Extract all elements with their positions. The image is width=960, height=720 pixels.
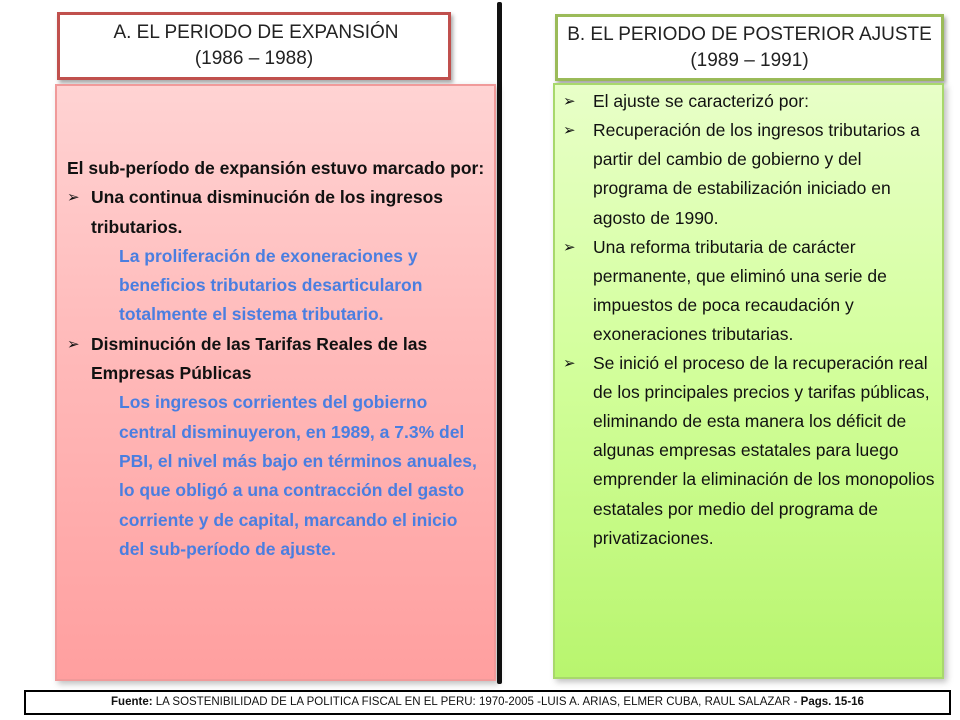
adjustment-bullet [563,349,935,553]
arrow-bullet-icon: ➢ [67,189,80,207]
adjustment-content [563,87,935,553]
expansion-bullet [67,330,485,389]
section-a-title: A. EL PERIODO DE EXPANSIÓN [113,22,399,43]
vertical-divider [497,2,502,684]
arrow-bullet-icon: ➢ [563,93,576,110]
source-label: Fuente: [111,696,153,708]
source-pages: Pags. 15-16 [800,696,864,708]
expansion-content [67,154,485,564]
adjustment-panel [553,83,944,679]
adjustment-bullet-text: Recuperación de los ingresos tributarios a partir del cambio de gobierno y del programa de estabilización iniciado en agosto de 1990. [593,120,920,228]
section-a-header [57,12,451,80]
arrow-bullet-icon: ➢ [563,355,576,373]
adjustment-bullet [563,233,935,349]
source-text: LA SOSTENIBILIDAD DE LA POLITICA FISCAL EN EL PERU: 1970-2005 -LUIS A. ARIAS, ELMER CUBA, RAUL SALAZAR - [155,696,798,708]
adjustment-bullet [563,87,935,116]
section-b-years: (1989 – 1991) [690,49,809,71]
section-a-years: (1986 – 1988) [194,48,314,69]
expansion-bullet-detail: Los ingresos corrientes del gobierno central disminuyeron, en 1989, a 7.3% del PBI, el nivel más bajo en términos anuales, lo que obligó a una contracción del gasto corriente y de capital, marcando el inicio del sub-período de ajuste. [119,392,477,559]
source-footer [24,690,951,715]
section-b-header [555,14,944,81]
adjustment-bullet-text: El ajuste se caracterizó por: [593,91,809,111]
adjustment-bullet-text: Se inició el proceso de la recuperación real de los principales precios y tarifas públicas, eliminando de esta manera los déficit de algunas empresas estatales para luego emprender la eliminación de los monopolios estatales por medio del programa de privatizaciones. [593,353,935,548]
adjustment-bullet [563,116,935,232]
arrow-bullet-icon: ➢ [563,238,576,256]
adjustment-bullet-text: Una reforma tributaria de carácter permanente, que eliminó una serie de impuestos de poca recaudación y exoneraciones tributarias. [593,236,887,344]
expansion-panel [55,84,496,681]
expansion-bullet-text: Disminución de las Tarifas Reales de las Empresas Públicas [91,333,428,384]
expansion-bullet-detail: La proliferación de exoneraciones y beneficios tributarios desarticularon totalmente el sistema tributario. [119,245,423,325]
arrow-bullet-icon: ➢ [563,122,576,140]
expansion-intro: El sub-período de expansión estuvo marcado por: [67,158,485,178]
expansion-bullet [67,183,485,242]
arrow-bullet-icon: ➢ [67,335,80,353]
expansion-bullet-text: Una continua disminución de los ingresos tributarios. [91,187,443,237]
section-b-title: B. EL PERIODO DE POSTERIOR AJUSTE [567,23,932,45]
